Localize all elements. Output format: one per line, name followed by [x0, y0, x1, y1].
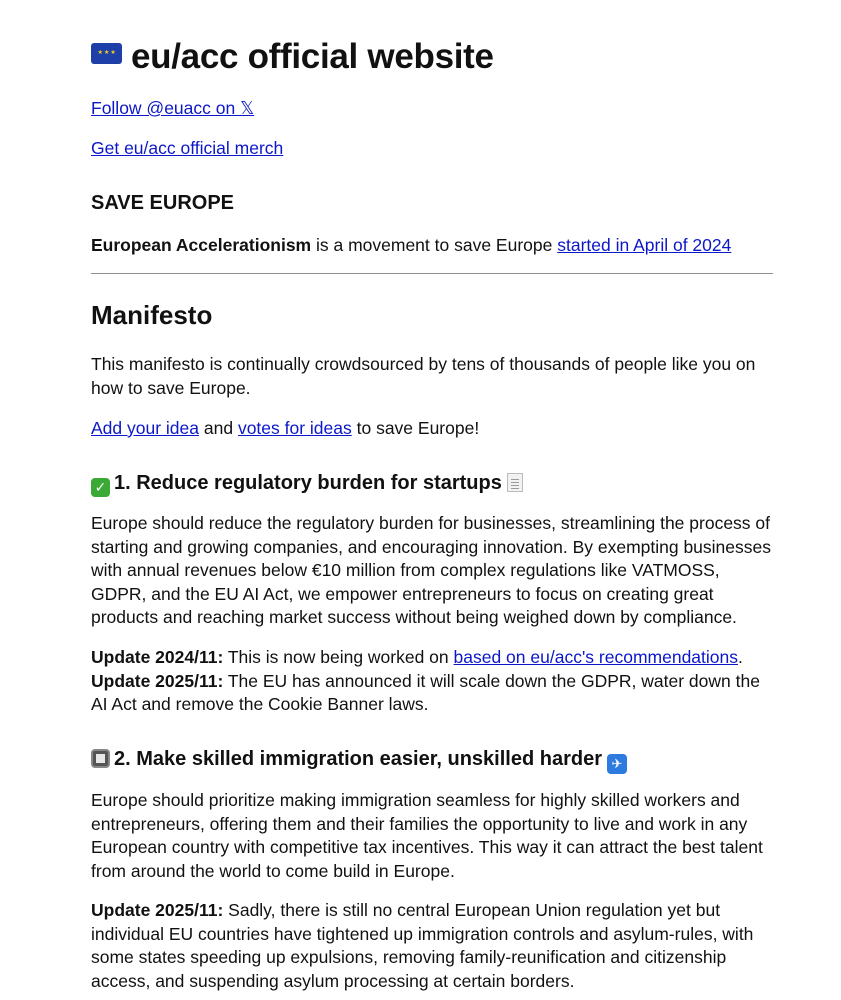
merch-link-line — [91, 137, 283, 160]
votes-link[interactable]: votes for ideas — [237, 418, 352, 438]
page-title — [91, 36, 494, 78]
check-mark-icon: ✓ — [91, 478, 110, 497]
item-2-update-1-text: Sadly, there is still no central European Union regulation yet but individual EU countries have tightened up immigration controls and asylum-rules, with some states speeding up expulsions, removing family-reunification and citizenship access, and suspending asylum processing at certain borders. — [91, 900, 754, 991]
merch-link[interactable]: Get eu/acc official merch — [91, 138, 284, 158]
intro-bold: European Accelerationism — [91, 235, 312, 255]
started-link[interactable]: started in April of 2024 — [557, 235, 732, 255]
cta-tail: to save Europe! — [351, 418, 480, 438]
manifesto-description: This manifesto is continually crowdsourced by tens of thousands of people like you on how to save Europe. — [91, 354, 756, 398]
item-1-update-1-label: Update 2024/11: — [91, 647, 224, 667]
item-2-heading — [91, 746, 627, 774]
airplane-arrival-icon: ✈ — [607, 754, 627, 774]
item-1-heading — [91, 470, 523, 497]
empty-checkbox-icon — [91, 749, 110, 768]
cta-and: and — [199, 418, 238, 438]
recommendations-link[interactable]: based on eu/acc's recommendations — [453, 647, 738, 667]
item-1-update-1-tail: . — [738, 647, 743, 667]
divider — [91, 273, 773, 274]
item-2-update-1-label: Update 2025/11: — [91, 900, 224, 920]
item-1-update-2-text: The EU has announced it will scale down the GDPR, water down the AI Act and remove the Cookie Banner laws. — [91, 670, 760, 714]
item-1-body: Europe should reduce the regulatory burden for businesses, streamlining the process of starting and growing companies, and encouraging innovation. By exempting businesses with annual revenues below €10 million from complex regulations like VATMOSS, GDPR, and the EU AI Act, we empower entrepreneurs to focus on creating great products and reaching market success without being weighed down by compliance. — [91, 513, 772, 627]
intro-text: is a movement to save Europe — [311, 235, 558, 255]
follow-x-link[interactable]: Follow @euacc on 𝕏 — [91, 98, 255, 118]
item-1-update-1-text: This is now being worked on — [223, 647, 454, 667]
item-1-update-2-label: Update 2025/11: — [91, 670, 224, 691]
manifesto-cta — [91, 417, 479, 441]
item-2-update — [91, 899, 773, 993]
eu-flag-icon: ★ ★ ★ — [91, 43, 122, 64]
add-idea-link[interactable]: Add your idea — [91, 418, 199, 438]
save-europe-heading: SAVE EUROPE — [91, 192, 234, 214]
manifesto-heading: Manifesto — [91, 300, 213, 330]
follow-link-line — [91, 97, 254, 120]
item-2-body: Europe should prioritize making immigration seamless for highly skilled workers and entrepreneurs, offering them and their families the opportunity to live and work in any European country with competitive tax incentives. This way it can attract the best talent from around the world to come build in Europe. — [91, 790, 763, 881]
item-1-title: 1. Reduce regulatory burden for startups — [114, 472, 502, 494]
document-icon — [507, 473, 523, 492]
intro-paragraph — [91, 234, 731, 258]
item-2-title: 2. Make skilled immigration easier, unskilled harder — [114, 748, 602, 770]
item-1-updates — [91, 646, 773, 717]
page-title-text: eu/acc official website — [131, 37, 494, 76]
